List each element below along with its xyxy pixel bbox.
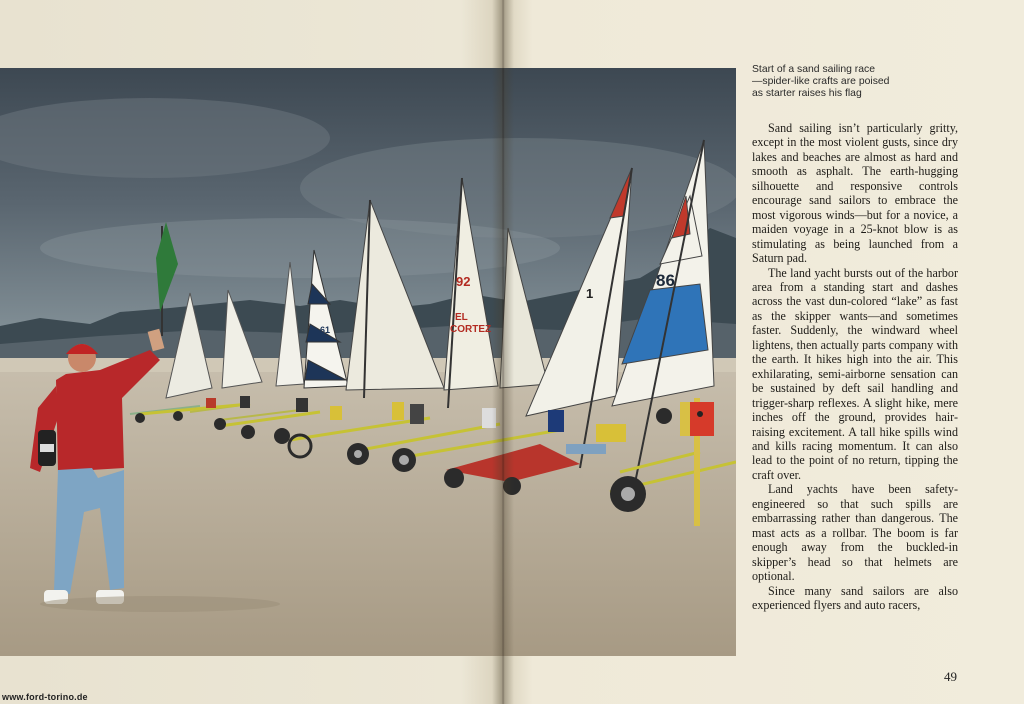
sail-number-61: 61 (320, 325, 331, 335)
page-number: 49 (944, 669, 957, 684)
article-paragraph: The land yacht bursts out of the harbor area from a standing start and dashes across the vast dun-colored “lake” as fast as the skipper wants—and sometimes faster. Suddenly, the windward wheel lightens, then actually parts company with the earth. It hikes high into the air. This exhilarating, semi-airborne sensation can be sustained by deft sail handling and trigger-sharp reflexes. A slight hike, mere inches off the ground, provides hair-raising excitement. A tall hike spills wind and kills racing momentum. It can also lead to the point of no return, tipping the craft over. (752, 265, 958, 482)
caption-line: as starter raises his flag (752, 88, 862, 99)
sail-lettering-el: EL (455, 312, 468, 323)
site-watermark: www.ford-torino.de (2, 692, 88, 702)
sail-number-92: 92 (456, 274, 471, 289)
sail-lettering-cortez: CORTEZ (450, 324, 492, 335)
caption-line: —spider-like crafts are poised (752, 76, 890, 87)
sail-number-86: 86 (656, 271, 675, 290)
article-body (752, 121, 958, 612)
article-paragraph: Since many sand sailors are also experienced flyers and auto racers, (752, 583, 958, 612)
sail-number-1: 1 (586, 286, 594, 301)
caption-line: Start of a sand sailing race (752, 64, 876, 75)
article-paragraph: Sand sailing isn’t particularly gritty, except in the most violent gusts, since dry lakes and beaches are almost as hard and smooth as asphalt. The earth-hugging silhouette and responsive controls encourage sand sailors to embrace the most vigorous winds—but for a novice, a maiden voyage in a 25-knot blow is as stimulating as being launched from a Saturn pad. (752, 121, 958, 266)
article-paragraph: Land yachts have been safety-engineered so that such spills are embarrassing rather than dangerous. The mast acts as a rollbar. The boom is far enough away from the buckled-in skipper’s head so that helmets are optional. (752, 482, 958, 584)
photo-caption (752, 64, 942, 100)
sand-sailing-race-photo (0, 68, 736, 656)
page-gutter (492, 0, 514, 704)
